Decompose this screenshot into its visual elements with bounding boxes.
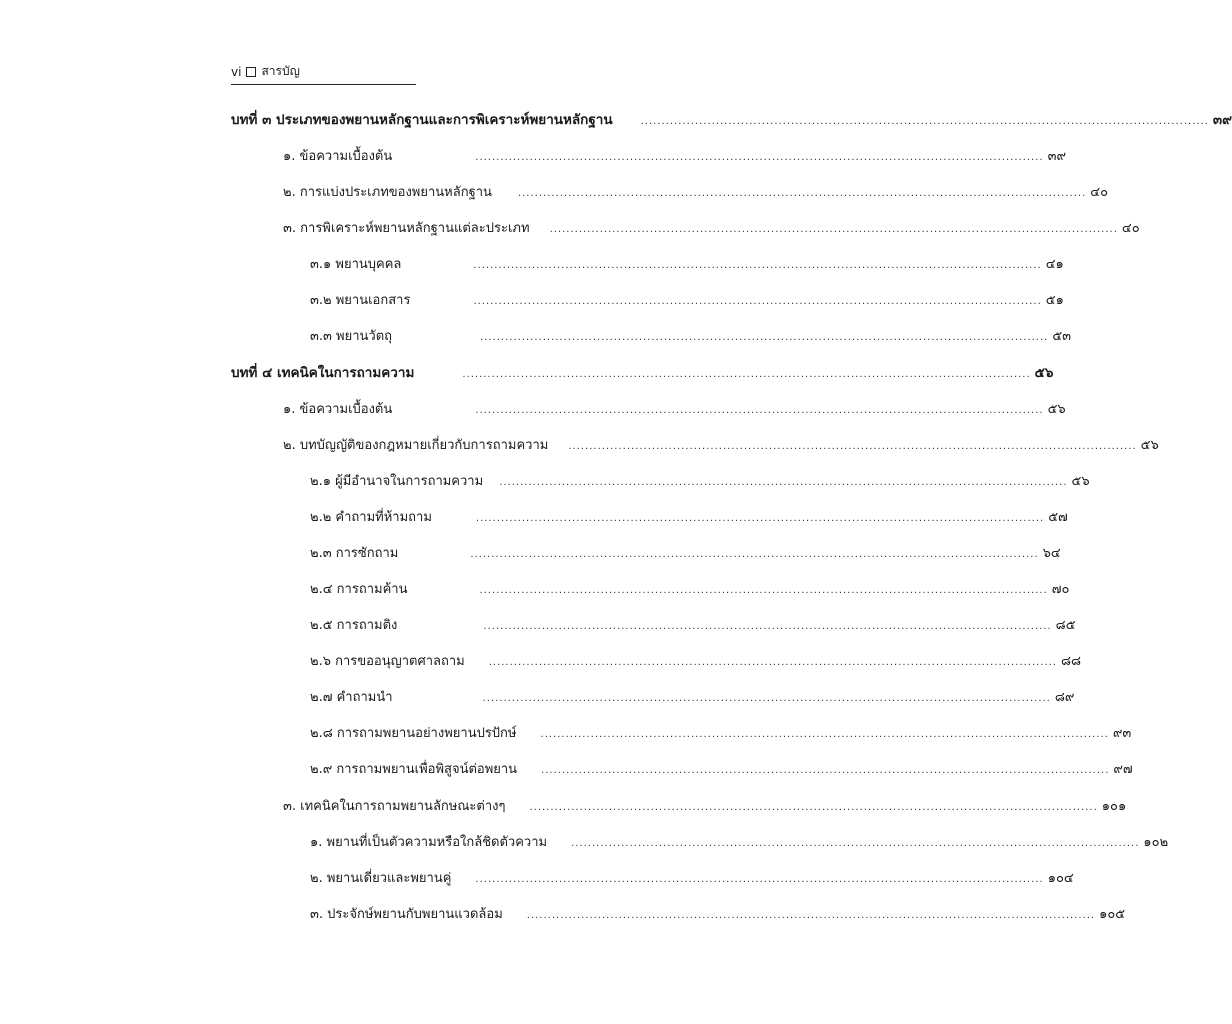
toc-subsection[interactable] [310,544,1061,564]
toc-leader-dots: ........................................................................................................................................ [640,116,1209,127]
toc-entry-page: ๑๐๕ [1099,907,1126,922]
toc-leader-dots: ........................................................................................................................................ [488,657,1058,668]
toc-leader-dots: ........................................................................................................................................ [499,477,1068,488]
toc-entry-page: ๔๐ [1090,185,1109,200]
toc-leader-dots: ........................................................................................................................................ [473,296,1042,307]
toc-section[interactable] [283,797,1127,817]
toc-leader-dots: ........................................................................................................................................ [475,874,1044,885]
toc-section[interactable] [283,147,1066,167]
toc-leader-dots: ........................................................................................................................................ [475,513,1045,524]
toc-entry-page: ๗๐ [1051,582,1070,597]
toc-entry-title: ๒.๔ การถามค้าน [310,582,408,597]
toc-leader-dots: ........................................................................................................................................ [480,332,1049,343]
toc-entry-title: บทที่ ๓ ประเภทของพยานหลักฐานและการพิเคราะห์พยานหลักฐาน [231,112,613,128]
toc-subsection[interactable] [310,580,1070,600]
toc-entry-page: ๘๙ [1054,690,1075,705]
toc-subsection[interactable] [310,508,1068,528]
toc-entry-title: ๓.๒ พยานเอกสาร [310,293,411,308]
toc-subsection[interactable] [310,291,1064,311]
toc-leader-dots: ........................................................................................................................................ [470,549,1039,560]
toc-leader-dots: ........................................................................................................................................ [462,369,1031,380]
toc-leader-dots: ........................................................................................................................................ [571,838,1140,849]
toc-entry-page: ๖๔ [1042,546,1061,561]
toc-entry-title: ๒. พยานเดี่ยวและพยานคู่ [310,871,452,886]
toc-entry-page: ๕๖ [1047,402,1066,417]
toc-entry-title: ๒.๒ คำถามที่ห้ามถาม [310,510,432,525]
toc-leader-dots: ........................................................................................................................................ [475,152,1044,163]
toc-entry-page: ๔๑ [1045,257,1064,272]
toc-subsection[interactable] [310,869,1074,889]
toc-entry-page: ๑๐๒ [1143,835,1169,850]
toc-leader-dots: ........................................................................................................................................ [479,585,1048,596]
toc-entry-title: ๒. บทบัญญัติของกฎหมายเกี่ยวกับการถามความ [283,438,549,453]
toc-entry-title: ๒.๑ ผู้มีอำนาจในการถามความ [310,474,484,489]
toc-entry-page: ๕๗ [1048,510,1068,525]
toc-section[interactable] [283,400,1066,420]
toc-entry-page: ๑๐๑ [1101,799,1127,814]
header-title: สารบัญ [261,64,300,78]
toc-leader-dots: ........................................................................................................................................ [541,765,1110,776]
toc-entry-title: ๒.๘ การถามพยานอย่างพยานปรปักษ์ [310,726,517,741]
toc-subsection[interactable] [310,688,1075,708]
toc-section[interactable] [283,183,1109,203]
toc-leader-dots: ........................................................................................................................................ [483,621,1052,632]
toc-entry-title: ๒.๓ การซักถาม [310,546,399,561]
toc-entry-title: ๓. เทคนิคในการถามพยานลักษณะต่างๆ [283,799,506,814]
toc-leader-dots: ........................................................................................................................................ [482,693,1051,704]
toc-leader-dots: ........................................................................................................................................ [526,910,1096,921]
toc-entry-page: ๓๙ [1212,112,1232,128]
toc-leader-dots: ........................................................................................................................................ [568,441,1137,452]
toc-entry-title: ๒.๖ การขออนุญาตศาลถาม [310,654,465,669]
toc-entry-title: ๓. การพิเคราะห์พยานหลักฐานแต่ละประเภท [283,221,530,236]
toc-entry-page: ๕๓ [1052,329,1072,344]
toc-entry-title: บทที่ ๔ เทคนิคในการถามความ [231,365,415,381]
toc-chapter[interactable] [231,110,1232,130]
toc-leader-dots: ........................................................................................................................................ [529,802,1098,813]
toc-entry-title: ๒. การแบ่งประเภทของพยานหลักฐาน [283,185,492,200]
toc-entry-page: ๙๓ [1112,726,1132,741]
toc-entry-page: ๙๗ [1113,762,1133,777]
toc-entry-title: ๒.๙ การถามพยานเพื่อพิสูจน์ต่อพยาน [310,762,518,777]
toc-entry-title: ๓. ประจักษ์พยานกับพยานแวดล้อม [310,907,503,922]
toc-subsection[interactable] [310,327,1072,347]
toc-entry-page: ๘๕ [1055,618,1076,633]
toc-entry-title: ๓.๑ พยานบุคคล [310,257,402,272]
toc-subsection[interactable] [310,616,1076,636]
toc-subsection[interactable] [310,472,1090,492]
toc-subsection[interactable] [310,652,1082,672]
toc-entry-page: ๕๖ [1140,438,1159,453]
toc-entry-page: ๔๐ [1121,221,1140,236]
toc-leader-dots: ........................................................................................................................................ [540,729,1109,740]
toc-leader-dots: ........................................................................................................................................ [473,260,1042,271]
toc-entry-title: ๑. ข้อความเบื้องต้น [283,149,393,164]
toc-entry-page: ๕๖ [1034,365,1054,381]
toc-entry-page: ๕๑ [1045,293,1064,308]
toc-subsection[interactable] [310,724,1132,744]
header-page-number: vi [231,64,242,79]
toc-entry-title: ๑. พยานที่เป็นตัวความหรือใกล้ชิดตัวความ [310,835,548,850]
toc-subsection[interactable] [310,255,1064,275]
toc-entry-title: ๒.๗ คำถามนำ [310,690,393,705]
toc-subsection[interactable] [310,833,1169,853]
toc-entry-page: ๕๖ [1071,474,1090,489]
toc-entry-page: ๑๐๔ [1047,871,1074,886]
toc-subsection[interactable] [310,905,1126,925]
toc-leader-dots: ........................................................................................................................................ [475,405,1044,416]
toc-leader-dots: ........................................................................................................................................ [517,188,1087,199]
toc-subsection[interactable] [310,760,1133,780]
toc-section[interactable] [283,436,1159,456]
toc-entry-title: ๒.๕ การถามติง [310,618,398,633]
toc-entry-page: ๓๙ [1047,149,1066,164]
toc-leader-dots: ........................................................................................................................................ [549,224,1118,235]
toc-entry-page: ๘๘ [1061,654,1082,669]
toc-entry-title: ๑. ข้อความเบื้องต้น [283,402,393,417]
toc-chapter[interactable] [231,363,1054,383]
toc-section[interactable] [283,219,1140,239]
toc-entry-title: ๓.๓ พยานวัตถุ [310,329,393,344]
